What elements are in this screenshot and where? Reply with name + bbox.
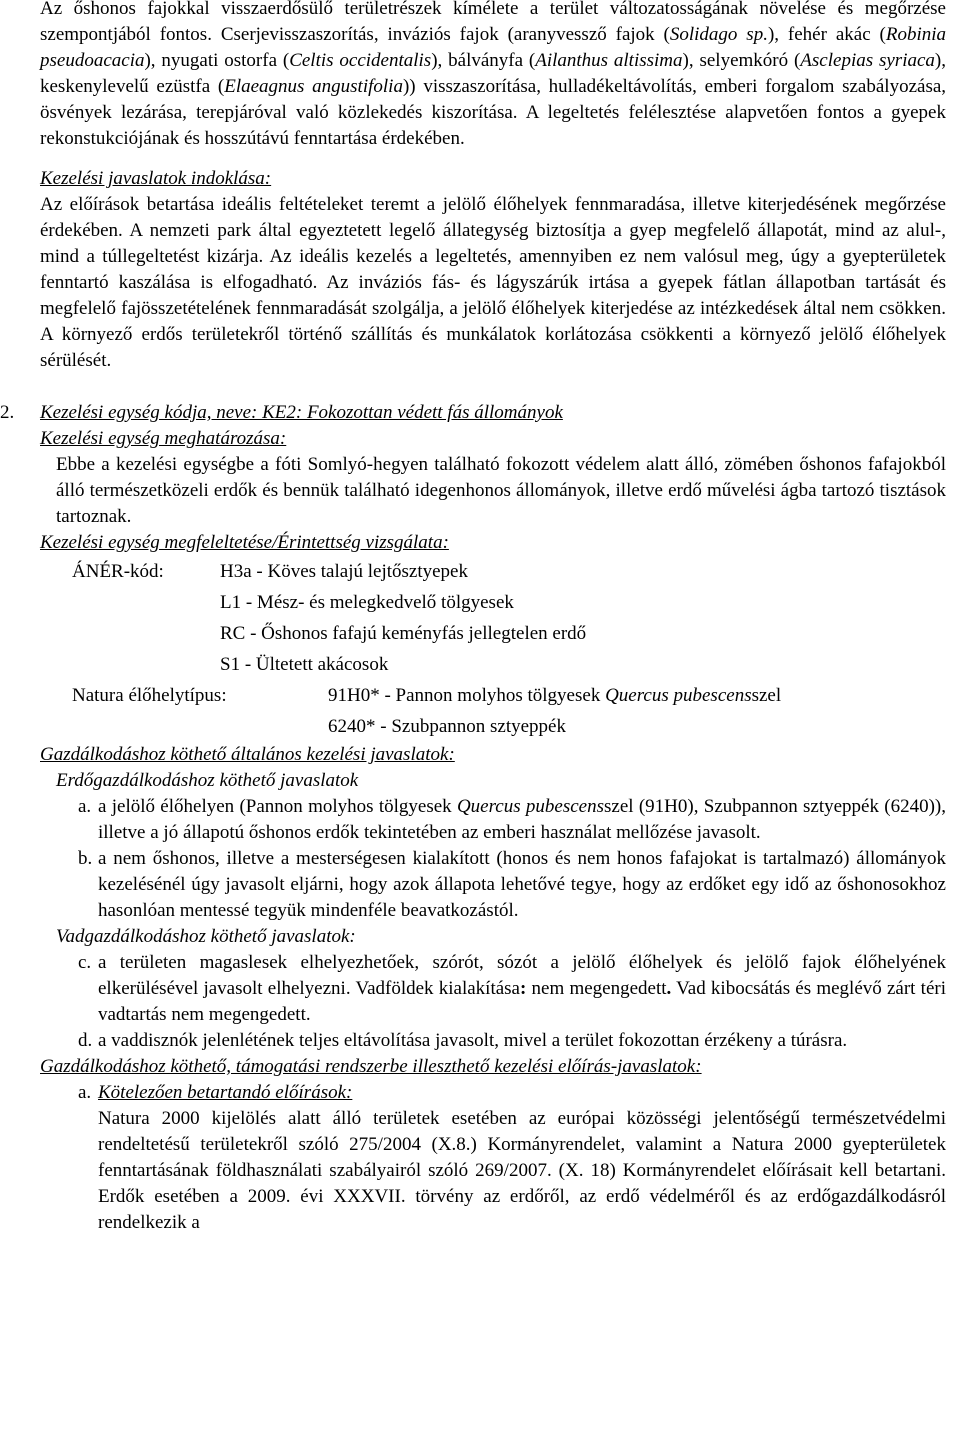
justification-heading: Kezelési javaslatok indoklása:	[40, 168, 272, 189]
intro-paragraph: Az őshonos fajokkal visszaerdősülő területrészek kímélete a terület változatosságának növelése és megőrzése szempontjából fontos. Cserjevisszaszorítás, inváziós fajok (aranyvessző fajok (Solidago sp.), fehér akác (Robinia pseudoacacia), nyugati ostorfa (Celtis occidentalis), bálványfa (Ailanthus altissima), selyemkóró (Asclepias syriaca), keskenylevelű ezüstfa (Elaeagnus angustifolia)) visszaszorítása, hulladékeltávolítás, emberi forgalom szabályozása, ösvények lezárása, terepjáróval való közlekedés kiszorítása. A legeltetés felélesztése alapvetően fontos a gyepek rekonstukciójának és hosszútávú fenntartása érdekében.	[40, 0, 947, 149]
game-subheading: Vadgazdálkodáshoz köthető javaslatok:	[56, 926, 356, 947]
list-item: d. a vaddisznók jelenlétének teljes eltávolítása javasolt, mivel a terület fokozottan érzékeny a túrásra.	[78, 1030, 848, 1051]
definition-heading: Kezelési egység meghatározása:	[40, 428, 287, 449]
list-item: a. Kötelezően betartandó előírások:	[78, 1082, 353, 1103]
aner-list	[40, 556, 946, 742]
natura-label: Natura élőhelytípus:	[72, 685, 227, 706]
section-title-text: Kezelési egység kódja, neve: KE2: Fokozottan védett fás állományok	[40, 402, 563, 423]
natura-item: 6240* - Szubpannon sztyeppék	[328, 716, 566, 737]
aner-item: S1 - Ültetett akácosok	[220, 654, 389, 675]
section-title	[0, 400, 946, 426]
assessment-heading: Kezelési egység megfeleltetése/Érintettség vizsgálata:	[40, 532, 449, 553]
support-heading: Gazdálkodáshoz köthető, támogatási rendszerbe illeszthető kezelési előírás-javaslatok:	[40, 1056, 702, 1077]
definition-text: Ebbe a kezelési egységbe a fóti Somlyó-hegyen található fokozott védelem alatt álló, zömében őshonos fafajokból álló természetközeli erdők és bennük található idegenhonos állományok, illetve erdő művelési ágba tartozó tisztások tartoznak.	[56, 454, 946, 527]
aner-label: ÁNÉR-kód:	[72, 561, 164, 582]
aner-item: L1 - Mész- és melegkedvelő tölgyesek	[220, 592, 514, 613]
list-item: a. a jelölő élőhelyen (Pannon molyhos tölgyesek Quercus pubescensszel (91H0), Szubpannon sztyeppék (6240)), illetve a jó állapotú őshonos erdők tekintetében az emberi használat mellőzése javasolt.	[78, 796, 946, 843]
aner-item: RC - Őshonos fafajú keményfás jellegtelen erdő	[220, 623, 587, 644]
natura-item: 91H0* - Pannon molyhos tölgyesek Quercus pubescensszel	[328, 685, 782, 706]
aner-item: H3a - Köves talajú lejtősztyepek	[220, 561, 468, 582]
list-item: c. a területen magaslesek elhelyezhetőek, szórót, sózót a jelölő élőhelyek és jelölő fajok élőhelyének elkerülésével javasolt elhelyezni. Vadföldek kialakítása: nem megengedett. Vad kibocsátás és meglévő zárt téri vadtartás nem megengedett.	[78, 952, 946, 1025]
justification-text: Az előírások betartása ideális feltételeket teremt a jelölő élőhelyek fennmaradása, illetve kiterjedésének megőrzése érdekében. A nemzeti park által egyeztetett legelő állategység biztosítja a gyep megfelelő állapotát, mind az alul-, mind a túllegeltetést kizárja. Az ideális kezelés a legeltetés, amennyiben ez nem valósul meg, úgy a gyepterületek fenntartó kaszálása is elfogadható. Az inváziós fás- és lágyszárúk irtása a gyepek fátlan állapotban tartását és megfelelő fajösszetételének fennmaradását szolgálja, a jelölő élőhelyek kiterjedése az intézkedések által nem csökken. A környező erdős területekről történő szállítás és munkálatok korlátozása csökkenti a környező jelölő élőhelyek sérülését.	[40, 194, 946, 371]
mandatory-heading: Kötelezően betartandó előírások:	[98, 1082, 353, 1103]
mandatory-text: Natura 2000 kijelölés alatt álló területek esetében az európai közösségi jelentőségű természetvédelmi rendeltetésű területekről szóló 275/2004 (X.8.) Kormányrendelet, valamint a Natura 2000 gyepterületek fenntartásának földhasználati szabályairól szóló 269/2007. (X. 18) Kormányrendelet előírásait kell betartani. Erdők esetében a 2009. évi XXXVII. törvény az erdőről, az erdő védelméről és az erdőgazdálkodásról rendelkezik a	[98, 1108, 946, 1233]
section-number: 2.	[0, 402, 15, 423]
list-item: b. a nem őshonos, illetve a mesterségesen kialakított (honos és nem honos fafajokat is tartalmazó) állományok kezelésénél úgy javasolt eljárni, hogy azok állapota lehetővé tegye, hogy az erdőket egy idő az őshonosokhoz hasonlóan mentessé tegyük mindenféle beavatkozástól.	[78, 848, 946, 921]
general-heading: Gazdálkodáshoz köthető általános kezelési javaslatok:	[40, 744, 455, 765]
forest-subheading: Erdőgazdálkodáshoz köthető javaslatok	[56, 770, 359, 791]
